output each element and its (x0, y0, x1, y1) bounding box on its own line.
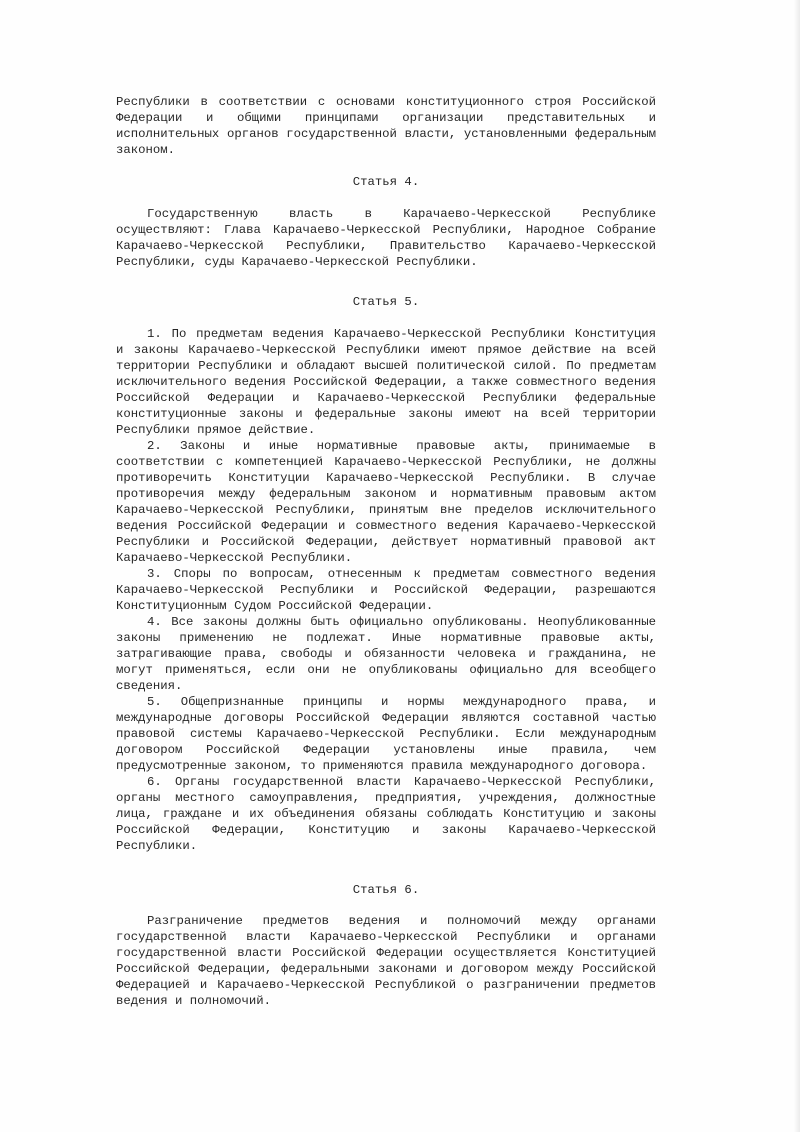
article-4-heading: Статья 4. (352, 175, 420, 189)
article-5-item-1: 1. По предметам ведения Карачаево-Черкесской Республики Конституция и законы Карачаево-Черкесской Республики имеют прямое действие на всей территории Республики и обладают высшей политической силой. По предметам исключительного ведения Российской Федерации, а также совместного ведения Российской Федерации и Карачаево-Черкесской Республики федеральные конституционные законы и федеральные законы имеют на всей территории Республики прямое действие. (116, 327, 656, 437)
article-6-body (116, 913, 656, 1009)
article-5-item-6: 6. Органы государственной власти Карачаево-Черкесской Республики, органы местного самоуправления, предприятия, учреждения, должностные лица, граждане и их объединения обязаны соблюдать Конституцию и законы Российской Федерации, Конституцию и законы Карачаево-Черкесской Республики. (116, 775, 656, 853)
page-edge-shadow (794, 0, 800, 1132)
article-6-paragraph: Разграничение предметов ведения и полномочий между органами государственной власти Карачаево-Черкесской Республики и органами государственной власти Российской Федерации осуществляется Конституцией Российской Федерации, федеральными законами и договором между Российской Федерацией и Карачаево-Черкесской Республикой о разграничении предметов ведения и полномочий. (116, 914, 656, 1008)
intro-text-block (116, 94, 656, 158)
article-5-item-5: 5. Общепризнанные принципы и нормы международного права, и международные договоры Российской Федерации являются составной частью правовой системы Карачаево-Черкесской Республики. Если международным договором Российской Федерации установлены иные правила, чем предусмотренные законом, то применяются правила международного договора. (116, 695, 656, 773)
article-5-item-2: 2. Законы и иные нормативные правовые акты, принимаемые в соответствии с компетенцией Карачаево-Черкесской Республики, не должны противоречить Конституции Карачаево-Черкесской Республики. В случае противоречия между федеральным законом и нормативным правовым актом Карачаево-Черкесской Республики, принятым вне пределов исключительного ведения Российской Федерации и совместного ведения Карачаево-Черкесской Республики и Российской Федерации, действует нормативный правовой акт Карачаево-Черкесской Республики. (116, 439, 656, 565)
article-5-item-4: 4. Все законы должны быть официально опубликованы. Неопубликованные законы применению не подлежат. Иные нормативные правовые акты, затрагивающие права, свободы и обязанности человека и гражданина, не могут применяться, если они не опубликованы официально для всеобщего сведения. (116, 615, 656, 693)
article-5-item-3: 3. Споры по вопросам, отнесенным к предметам совместного ведения Карачаево-Черкесской Республики и Российской Федерации, разрешаются Конституционным Судом Российской Федерации. (116, 567, 656, 613)
article-6-heading: Статья 6. (352, 883, 420, 897)
article-5-body (116, 326, 656, 854)
article-4-paragraph: Государственную власть в Карачаево-Черкесской Республике осуществляют: Глава Карачаево-Черкесской Республики, Народное Собрание Карачаево-Черкесской Республики, Правительство Карачаево-Черкесской Республики, суды Карачаево-Черкесской Республики. (116, 207, 656, 269)
article-4-body (116, 206, 656, 270)
intro-paragraph: Республики в соответствии с основами конституционного строя Российской Федерации и общими принципами организации представительных и исполнительных органов государственной власти, установленными федеральным законом. (116, 95, 656, 157)
article-5-heading: Статья 5. (352, 295, 420, 309)
